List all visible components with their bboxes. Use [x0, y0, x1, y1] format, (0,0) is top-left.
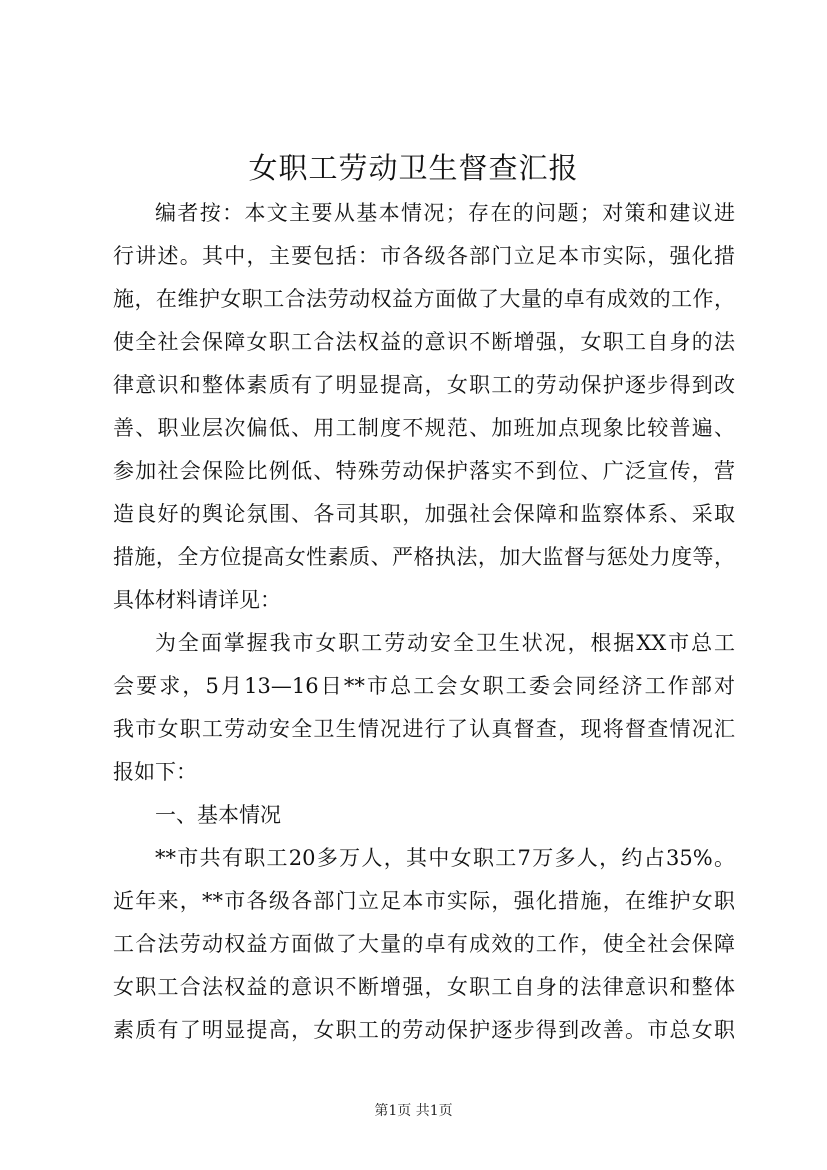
paragraph-line: 施，在维护女职工合法劳动权益方面做了大量的卓有成效的工作，: [113, 287, 735, 311]
paragraph-line: 会要求，5月13—16日**市总工会女职工委会同经济工作部对: [113, 674, 735, 698]
paragraph-line: 工合法劳动权益方面做了大量的卓有成效的工作，使全社会保障: [113, 932, 735, 956]
section-heading: 一、基本情况: [155, 803, 281, 827]
paragraph-line: 具体材料请详见：: [113, 588, 281, 612]
paragraph-line: 我市女职工劳动安全卫生情况进行了认真督查，现将督查情况汇: [113, 717, 735, 741]
paragraph-line: 律意识和整体素质有了明显提高，女职工的劳动保护逐步得到改: [113, 373, 735, 397]
paragraph-line: 行讲述。其中，主要包括：市各级各部门立足本市实际，强化措: [113, 244, 735, 268]
paragraph-line: 女职工合法权益的意识不断增强，女职工自身的法律意识和整体: [113, 975, 735, 999]
paragraph-line: 善、职业层次偏低、用工制度不规范、加班加点现象比较普遍、: [113, 416, 735, 440]
paragraph-line: 为全面掌握我市女职工劳动安全卫生状况，根据XX市总工: [155, 631, 735, 655]
paragraph-line: 参加社会保险比例低、特殊劳动保护落实不到位、广泛宣传，营: [113, 459, 735, 483]
page-footer: 第1页 共1页: [374, 1103, 453, 1119]
paragraph-line: 编者按：本文主要从基本情况；存在的问题；对策和建议进: [155, 201, 735, 225]
paragraph-line: **市共有职工20多万人，其中女职工7万多人，约占35%。: [155, 846, 735, 870]
paragraph-line: 使全社会保障女职工合法权益的意识不断增强，女职工自身的法: [113, 330, 735, 354]
paragraph-line: 素质有了明显提高，女职工的劳动保护逐步得到改善。市总女职: [113, 1018, 735, 1042]
paragraph-line: 措施，全方位提高女性素质、严格执法，加大监督与惩处力度等，: [113, 545, 735, 569]
paragraph-line: 造良好的舆论氛围、各司其职，加强社会保障和监察体系、采取: [113, 502, 735, 526]
paragraph-line: 报如下：: [113, 760, 197, 784]
document-title: 女职工劳动卫生督查汇报: [248, 151, 579, 185]
document-body: [113, 192, 735, 1052]
paragraph-line: 近年来，**市各级各部门立足本市实际，强化措施，在维护女职: [113, 889, 735, 913]
